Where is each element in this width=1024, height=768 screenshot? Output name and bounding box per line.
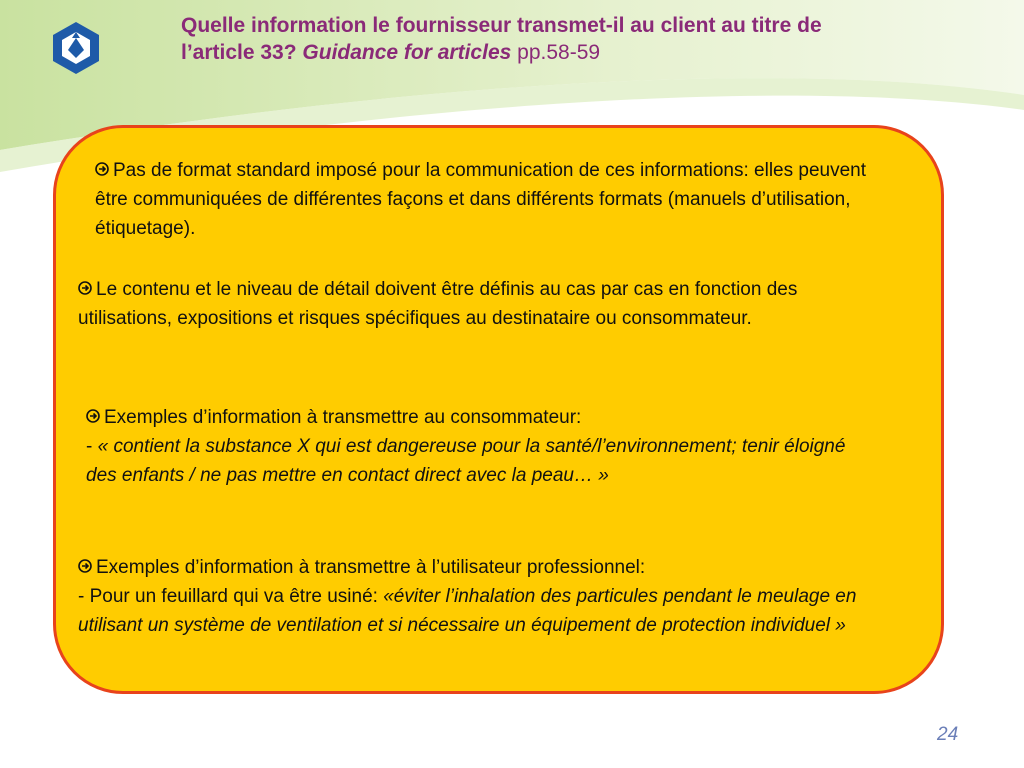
bullet-professional-examples [68,553,898,640]
title-main: l’article 33? [181,41,303,64]
right-arrow-icon [78,553,92,582]
bullet-consumer-examples [86,403,846,490]
right-arrow-icon [86,403,100,432]
bullet-content [78,275,888,333]
right-arrow-icon [78,275,92,304]
bullet-professional-line2: - Pour un feuillard qui va être usiné: [78,586,384,607]
bullet-professional-quote: «éviter l’inhalation des particules pendant le meulage en utilisant un système de ventilation et si nécessaire un équipement de protection individuel » [78,586,857,636]
title-line-1: Quelle information le fournisseur transmet-il au client au titre de [181,14,822,37]
bullet-consumer-text: Exemples d’information à transmettre au consommateur: [104,407,582,428]
title-line-2 [181,39,981,66]
organization-logo [50,20,102,76]
bullet-format [95,156,885,238]
page-number: 24 [937,724,959,745]
slide-title [181,12,981,66]
title-pages: pp.58-59 [511,41,601,64]
bullet-format-text: Pas de format standard imposé pour la communication de ces informations: elles peuvent être communiquées de différentes façons et dans différents formats (manuels d’utilisation, étiquetage). [95,160,867,238]
title-guidance-italic: Guidance for articles [302,41,512,64]
right-arrow-icon [95,156,109,185]
bullet-consumer-quote: « contient la substance X qui est dangereuse pour la santé/l’environnement; tenir éloigné des enfants / ne pas mettre en contact direct avec la peau… » [86,436,846,486]
bullet-content-text: Le contenu et le niveau de détail doivent être définis au cas par cas en fonction des utilisations, expositions et risques spécifiques au destinataire ou consommateur. [78,279,798,329]
bullet-consumer-dash: - [86,436,98,457]
bullet-professional-text: Exemples d’information à transmettre à l’utilisateur professionnel: [96,557,646,578]
